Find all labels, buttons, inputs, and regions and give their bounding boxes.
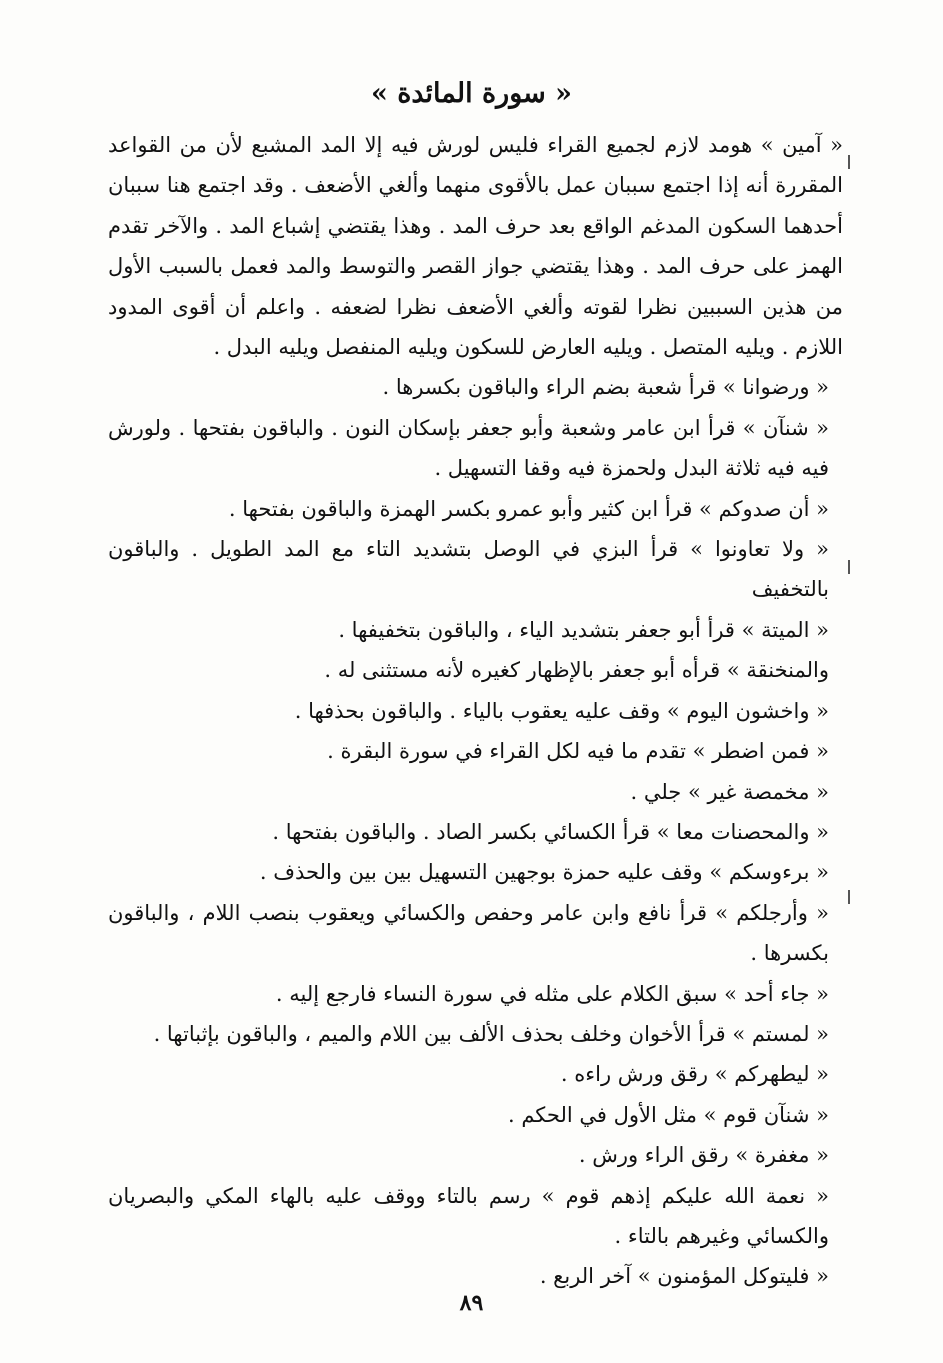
paragraph-makhmasah: « مخمصة غير » جلي . [630,779,829,804]
paragraph-wala-taawanu: « ولا تعاونوا » قرأ البزي في الوصل بتشديد التاء مع المد الطويل . والباقون بالتخفيف [108,537,829,602]
paragraph-al-maytah: « الميتة » قرأ أبو جعفر بتشديد الياء ، والباقون بتخفيفها . [338,617,829,642]
paragraph-famani-idturra: « فمن اضطر » تقدم ما فيه لكل القراء في سورة البقرة . [327,739,829,764]
paragraph-shanaan: « شنآن » قرأ ابن عامر وشعبة وأبو جعفر بإسكان النون . والباقون بفتحها . ولورش فيه فيه ثلاثة البدل ولحمزة فيه وقفا التسهيل . [108,415,829,481]
paragraph-jaa-ahad: « جاء أحد » سبق الكلام على مثله في سورة النساء فارجع إليه . [275,981,829,1006]
paragraph-an-saddukum: « أن صدوكم » قرأ ابن كثير وأبو عمرو بكسر الهمزة والباقون بفتحها . [228,496,829,521]
paragraph-nimata-allah: « نعمة الله عليكم إذهم قوم » رسم بالتاء ووقف عليه بالهاء المكي والبصريان والكسائي وغيرهم بالتاء . [108,1183,829,1248]
paragraph-falyatawakkal: « فليتوكل المؤمنون » آخر الربع . [539,1264,829,1289]
binding-mark [848,560,850,574]
paragraph-amin: « آمين » هومد لازم لجميع القراء فليس لورش فيه إلا المد المشبع لأن من القواعد المقررة أنه إذا اجتمع سببان عمل بالأقوى منهما وألغي الأضعف . وقد اجتمع هنا سببان أحدهما السكون المدغم الواقع بعد حرف المد . وهذا يقتضي إشباع المد . والآخر تقدم الهمز على حرف المد . وهذا يقتضي جواز القصر والتوسط والمد فعمل بالسبب الأول من هذين السببين نظرا لقوته وألغي الأضعف نظرا لضعفه . واعلم أن أقوى المدود اللازم . ويليه المتصل . ويليه العارض للسكون ويليه المنفصل ويليه البدل . [108,133,843,360]
paragraph-maghfirah: « مغفرة » رقق الراء ورش . [578,1143,829,1168]
paragraph-lamastum: « لمستم » قرأ الأخوان وخلف بحذف الألف بين اللام والميم ، والباقون بإثباتها . [153,1021,829,1046]
paragraph-al-munkhaniqah: والمنخنقة » قرأه أبو جعفر بالإظهار كغيره لأنه مستثنى له . [324,658,829,683]
paragraph-biruusikum: « برءوسكم » وقف عليه حمزة بوجهين التسهيل بين بين والحذف . [259,860,829,885]
paragraph-liyutahhirakum: « ليطهركم » رقق ورش راءه . [560,1062,829,1087]
paragraph-ridwana: « ورضوانا » قرأ شعبة بضم الراء والباقون بكسرها . [382,375,829,400]
binding-mark [848,155,850,169]
page-number: ٨٩ [459,1290,484,1316]
paragraph-wakhshawn: « واخشون اليوم » وقف عليه يعقوب بالياء . والباقون بحذفها . [294,698,829,723]
paragraph-arjulakum: « وأرجلكم » قرأ نافع وابن عامر وحفص والكسائي ويعقوب بنصب اللام ، والباقون بكسرها . [108,900,829,966]
document-body [108,125,843,1297]
paragraph-al-muhsanat: « والمحصنات معا » قرأ الكسائي بكسر الصاد . والباقون بفتحها . [272,819,829,844]
paragraph-shanaan-qawm: « شنآن قوم » مثل الأول في الحكم . [507,1102,829,1127]
binding-mark [848,890,850,904]
surah-title: « سورة المائدة » [370,78,573,109]
